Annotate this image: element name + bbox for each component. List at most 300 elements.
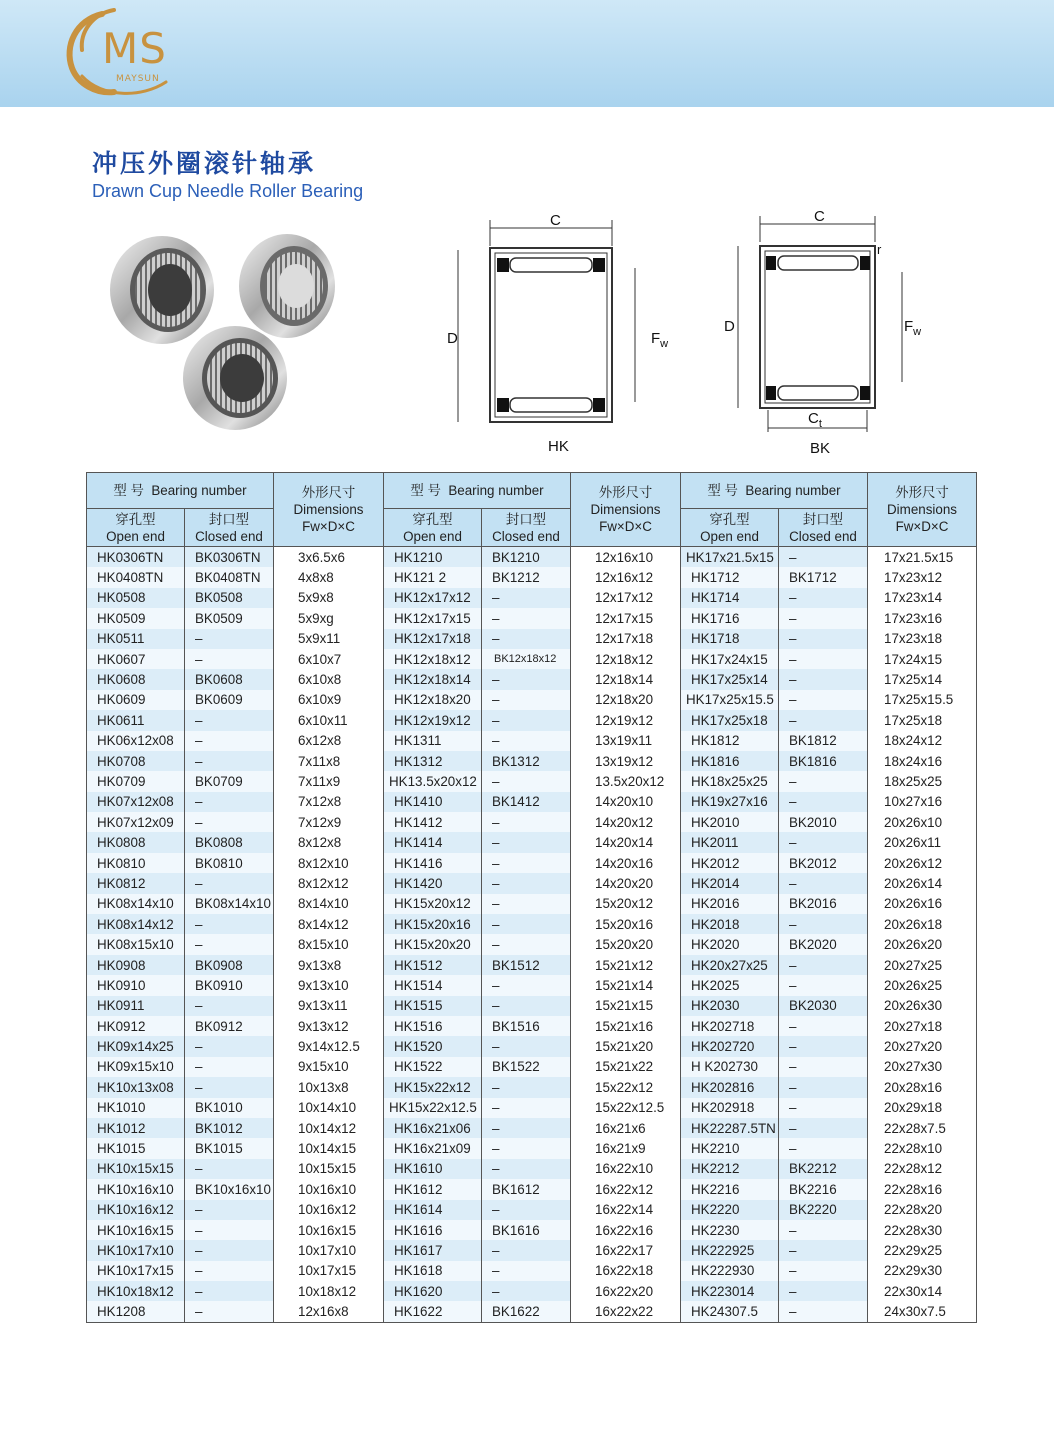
closed-end-cell: – (482, 934, 571, 954)
open-end-cell: HK12x17x15 (384, 608, 482, 628)
dimensions-cell: 20x27x20 (868, 1036, 977, 1056)
table-row (87, 792, 977, 812)
dimensions-cell: 6x10x11 (274, 710, 384, 730)
dimensions-cell: 17x23x16 (868, 608, 977, 628)
open-end-cell: HK08x14x10 (87, 894, 185, 914)
dimensions-cell: 20x26x30 (868, 996, 977, 1016)
open-end-cell: HK121 2 (384, 567, 482, 587)
open-end-cell: HK15x22x12.5 (384, 1098, 482, 1118)
open-end-cell: HK17x25x18 (681, 710, 779, 730)
closed-end-cell: – (779, 1098, 868, 1118)
closed-end-cell: – (185, 1261, 274, 1281)
dimensions-cell: 13x19x12 (571, 751, 681, 771)
dimensions-cell: 22x29x30 (868, 1261, 977, 1281)
table-row (87, 1016, 977, 1036)
dimensions-cell: 20x26x20 (868, 934, 977, 954)
closed-end-cell: – (779, 629, 868, 649)
open-end-cell: HK0812 (87, 873, 185, 893)
dimensions-cell: 8x12x10 (274, 853, 384, 873)
table-row (87, 1057, 977, 1077)
dimensions-cell: 8x12x8 (274, 832, 384, 852)
open-end-cell: HK2230 (681, 1220, 779, 1240)
closed-end-cell: – (482, 1200, 571, 1220)
closed-end-cell: – (482, 832, 571, 852)
closed-end-cell: BK1212 (482, 567, 571, 587)
dimensions-cell: 15x20x20 (571, 934, 681, 954)
open-end-cell: HK07x12x09 (87, 812, 185, 832)
closed-end-cell: BK2016 (779, 894, 868, 914)
table-row (87, 1179, 977, 1199)
open-end-header: 穿孔型 Open end (681, 509, 779, 547)
open-end-cell: HK1311 (384, 731, 482, 751)
dimensions-cell: 15x21x16 (571, 1016, 681, 1036)
open-end-cell: HK1716 (681, 608, 779, 628)
table-row (87, 1118, 977, 1138)
dimensions-cell: 16x22x22 (571, 1301, 681, 1322)
closed-end-cell: – (779, 1261, 868, 1281)
dimensions-cell: 22x28x16 (868, 1179, 977, 1199)
dimensions-cell: 14x20x10 (571, 792, 681, 812)
closed-end-cell: BK2212 (779, 1159, 868, 1179)
dimensions-cell: 17x23x18 (868, 629, 977, 649)
closed-end-cell: BK1622 (482, 1301, 571, 1322)
closed-end-cell: – (185, 996, 274, 1016)
dimensions-cell: 7x11x9 (274, 771, 384, 791)
dimensions-cell: 15x21x20 (571, 1036, 681, 1056)
dimensions-cell: 10x18x12 (274, 1281, 384, 1301)
dimensions-cell: 6x10x8 (274, 669, 384, 689)
open-end-cell: HK0908 (87, 955, 185, 975)
closed-end-cell: BK1412 (482, 792, 571, 812)
closed-end-cell: BK0508 (185, 588, 274, 608)
bk-d-label: D (724, 318, 735, 335)
table-row (87, 1159, 977, 1179)
closed-end-cell: – (482, 812, 571, 832)
closed-end-cell: BK0408TN (185, 567, 274, 587)
dimensions-header: 外形尺寸 Dimensions Fw×D×C (274, 473, 384, 547)
dimensions-cell: 16x21x9 (571, 1138, 681, 1158)
dimensions-cell: 7x12x9 (274, 812, 384, 832)
dimensions-cell: 7x12x8 (274, 792, 384, 812)
open-end-cell: HK222930 (681, 1261, 779, 1281)
closed-end-cell: – (185, 1057, 274, 1077)
dimensions-cell: 12x17x15 (571, 608, 681, 628)
table-body (87, 547, 977, 1323)
open-end-cell: HK2025 (681, 975, 779, 995)
dimensions-cell: 22x28x7.5 (868, 1118, 977, 1138)
closed-end-cell: – (482, 1036, 571, 1056)
closed-end-cell: – (482, 710, 571, 730)
bearing-number-header: 型 号 Bearing number (681, 473, 868, 509)
open-end-cell: HK1512 (384, 955, 482, 975)
open-end-header: 穿孔型 Open end (384, 509, 482, 547)
closed-end-cell: – (482, 1138, 571, 1158)
bearing-1 (110, 236, 214, 344)
dimensions-cell: 16x22x17 (571, 1240, 681, 1260)
open-end-cell: HK1712 (681, 567, 779, 587)
closed-end-cell: – (779, 1220, 868, 1240)
open-end-cell: HK1514 (384, 975, 482, 995)
hk-cross-section-diagram (440, 210, 680, 460)
dimensions-cell: 14x20x20 (571, 873, 681, 893)
closed-end-cell: BK1612 (482, 1179, 571, 1199)
closed-end-cell: – (779, 914, 868, 934)
dimensions-cell: 12x17x12 (571, 588, 681, 608)
closed-end-cell: – (185, 1036, 274, 1056)
closed-end-cell: BK0912 (185, 1016, 274, 1036)
dimensions-cell: 12x16x10 (571, 547, 681, 568)
closed-end-cell: – (185, 1240, 274, 1260)
closed-end-cell: – (482, 588, 571, 608)
table-row (87, 731, 977, 751)
closed-end-cell: BK1516 (482, 1016, 571, 1036)
dimensions-cell: 15x21x22 (571, 1057, 681, 1077)
bearing-2 (239, 234, 335, 338)
open-end-cell: HK20x27x25 (681, 955, 779, 975)
table-row (87, 629, 977, 649)
page-title-cn: 冲压外圈滚针轴承 (92, 149, 317, 178)
closed-end-cell: – (779, 1118, 868, 1138)
bearing-number-header: 型 号 Bearing number (87, 473, 274, 509)
dimensions-header: 外形尺寸 Dimensions Fw×D×C (868, 473, 977, 547)
dimensions-cell: 17x21.5x15 (868, 547, 977, 568)
open-end-cell: HK1812 (681, 731, 779, 751)
open-end-cell: HK2212 (681, 1159, 779, 1179)
closed-end-cell: – (482, 1281, 571, 1301)
dimensions-cell: 13x19x11 (571, 731, 681, 751)
hk-d-label: D (447, 330, 458, 347)
closed-end-cell: BK1210 (482, 547, 571, 568)
closed-end-cell: – (779, 975, 868, 995)
open-end-cell: HK1410 (384, 792, 482, 812)
dimensions-cell: 8x14x10 (274, 894, 384, 914)
closed-end-cell: – (779, 832, 868, 852)
closed-end-cell: – (779, 588, 868, 608)
dimensions-cell: 10x17x15 (274, 1261, 384, 1281)
hk-fw-label: $F_w$ (651, 330, 669, 350)
closed-end-cell: BK1522 (482, 1057, 571, 1077)
open-end-cell: HK1516 (384, 1016, 482, 1036)
open-end-cell: HK15x20x16 (384, 914, 482, 934)
dimensions-cell: 22x28x30 (868, 1220, 977, 1240)
dimensions-cell: 20x26x25 (868, 975, 977, 995)
dimensions-cell: 12x17x18 (571, 629, 681, 649)
open-end-cell: HK17x25x15.5 (681, 690, 779, 710)
open-end-cell: HK24307.5 (681, 1301, 779, 1322)
open-end-cell: HK1620 (384, 1281, 482, 1301)
dimensions-cell: 17x25x15.5 (868, 690, 977, 710)
dimensions-cell: 10x17x10 (274, 1240, 384, 1260)
closed-end-cell: – (185, 934, 274, 954)
logo-mark: MS (102, 24, 167, 73)
dimensions-cell: 4x8x8 (274, 567, 384, 587)
dimensions-cell: 20x27x18 (868, 1016, 977, 1036)
open-end-cell: HK10x13x08 (87, 1077, 185, 1097)
dimensions-cell: 16x22x16 (571, 1220, 681, 1240)
hk-c-label: C (550, 212, 561, 229)
open-end-cell: HK0408TN (87, 567, 185, 587)
dimensions-cell: 9x13x8 (274, 955, 384, 975)
open-end-cell: HK16x21x09 (384, 1138, 482, 1158)
table-row (87, 934, 977, 954)
closed-end-cell: – (779, 1077, 868, 1097)
bk-diagram-title: BK (810, 440, 831, 457)
closed-end-cell: – (779, 1240, 868, 1260)
closed-end-cell: – (779, 1281, 868, 1301)
open-end-cell: HK202720 (681, 1036, 779, 1056)
closed-end-cell: – (779, 771, 868, 791)
dimensions-cell: 10x15x15 (274, 1159, 384, 1179)
dimensions-cell: 5x9x11 (274, 629, 384, 649)
closed-end-cell: BK1812 (779, 731, 868, 751)
dimensions-cell: 22x30x14 (868, 1281, 977, 1301)
open-end-cell: HK10x17x10 (87, 1240, 185, 1260)
closed-end-cell: BK0609 (185, 690, 274, 710)
table-row (87, 1077, 977, 1097)
open-end-cell: HK2016 (681, 894, 779, 914)
open-end-cell: HK15x20x12 (384, 894, 482, 914)
closed-end-cell: BK2010 (779, 812, 868, 832)
dimensions-cell: 20x29x18 (868, 1098, 977, 1118)
bearing-spec-table (86, 472, 977, 1323)
open-end-cell: HK22287.5TN (681, 1118, 779, 1138)
open-end-cell: HK2011 (681, 832, 779, 852)
closed-end-cell: BK10x16x10 (185, 1179, 274, 1199)
open-end-cell: HK2220 (681, 1200, 779, 1220)
bk-c-label: C (814, 208, 825, 225)
open-end-cell: HK1015 (87, 1138, 185, 1158)
open-end-cell: HK15x22x12 (384, 1077, 482, 1097)
closed-end-cell: BK0910 (185, 975, 274, 995)
open-end-cell: HK08x15x10 (87, 934, 185, 954)
closed-end-cell: – (482, 690, 571, 710)
dimensions-cell: 16x22x20 (571, 1281, 681, 1301)
dimensions-cell: 9x14x12.5 (274, 1036, 384, 1056)
closed-end-cell: – (482, 629, 571, 649)
open-end-header: 穿孔型 Open end (87, 509, 185, 547)
closed-end-cell: BK0608 (185, 669, 274, 689)
open-end-cell: HK12x17x18 (384, 629, 482, 649)
dimensions-cell: 20x27x25 (868, 955, 977, 975)
dimensions-cell: 20x28x16 (868, 1077, 977, 1097)
closed-end-cell: BK0306TN (185, 547, 274, 568)
closed-end-cell: – (779, 1301, 868, 1322)
open-end-cell: HK1718 (681, 629, 779, 649)
closed-end-cell: BK1012 (185, 1118, 274, 1138)
dimensions-cell: 9x15x10 (274, 1057, 384, 1077)
open-end-cell: HK0508 (87, 588, 185, 608)
open-end-cell: HK1622 (384, 1301, 482, 1322)
dimensions-cell: 20x26x12 (868, 853, 977, 873)
open-end-cell: HK1714 (681, 588, 779, 608)
closed-end-cell: BK0808 (185, 832, 274, 852)
closed-end-cell: – (779, 710, 868, 730)
closed-end-cell: – (482, 1261, 571, 1281)
open-end-cell: HK1618 (384, 1261, 482, 1281)
closed-end-cell: – (482, 873, 571, 893)
dimensions-cell: 16x21x6 (571, 1118, 681, 1138)
closed-end-cell: BK08x14x10 (185, 894, 274, 914)
closed-end-cell: – (482, 894, 571, 914)
closed-end-cell: – (779, 955, 868, 975)
table-row (87, 955, 977, 975)
open-end-cell: HK1208 (87, 1301, 185, 1322)
dimensions-cell: 14x20x12 (571, 812, 681, 832)
dimensions-cell: 5x9x8 (274, 588, 384, 608)
closed-end-cell: BK0908 (185, 955, 274, 975)
closed-end-cell: BK2220 (779, 1200, 868, 1220)
dimensions-cell: 9x13x10 (274, 975, 384, 995)
dimensions-cell: 13.5x20x12 (571, 771, 681, 791)
page-title-en: Drawn Cup Needle Roller Bearing (92, 181, 364, 201)
dimensions-cell: 16x22x12 (571, 1179, 681, 1199)
table-row (87, 608, 977, 628)
open-end-cell: HK12x18x14 (384, 669, 482, 689)
open-end-cell: HK0607 (87, 649, 185, 669)
table-row (87, 812, 977, 832)
dimensions-cell: 15x21x12 (571, 955, 681, 975)
closed-end-cell: – (482, 1098, 571, 1118)
dimensions-cell: 16x22x14 (571, 1200, 681, 1220)
dimensions-cell: 15x20x16 (571, 914, 681, 934)
closed-end-cell: – (185, 731, 274, 751)
open-end-cell: HK12x17x12 (384, 588, 482, 608)
table-row (87, 1138, 977, 1158)
dimensions-cell: 9x13x12 (274, 1016, 384, 1036)
closed-end-cell: – (482, 1240, 571, 1260)
table-row (87, 894, 977, 914)
dimensions-cell: 8x14x12 (274, 914, 384, 934)
open-end-cell: HK223014 (681, 1281, 779, 1301)
open-end-cell: HK2030 (681, 996, 779, 1016)
table-row (87, 771, 977, 791)
closed-end-cell: – (482, 731, 571, 751)
open-end-cell: HK12x18x12 (384, 649, 482, 669)
dimensions-cell: 3x6.5x6 (274, 547, 384, 568)
open-end-cell: HK222925 (681, 1240, 779, 1260)
open-end-cell: HK10x16x10 (87, 1179, 185, 1199)
open-end-cell: HK1816 (681, 751, 779, 771)
closed-end-cell: – (185, 751, 274, 771)
dimensions-cell: 15x22x12.5 (571, 1098, 681, 1118)
closed-end-header: 封口型 Closed end (185, 509, 274, 547)
open-end-cell: HK1012 (87, 1118, 185, 1138)
closed-end-cell: – (779, 1016, 868, 1036)
dimensions-cell: 18x24x16 (868, 751, 977, 771)
table-row (87, 690, 977, 710)
open-end-cell: HK1610 (384, 1159, 482, 1179)
closed-end-cell: – (185, 1301, 274, 1322)
table-row (87, 1200, 977, 1220)
closed-end-cell: – (482, 608, 571, 628)
open-end-cell: HK17x24x15 (681, 649, 779, 669)
closed-end-cell: BK2030 (779, 996, 868, 1016)
open-end-cell: HK2014 (681, 873, 779, 893)
open-end-cell: HK17x25x14 (681, 669, 779, 689)
dimensions-cell: 10x16x10 (274, 1179, 384, 1199)
open-end-cell: HK1414 (384, 832, 482, 852)
closed-end-cell: BK0709 (185, 771, 274, 791)
dimensions-cell: 12x18x20 (571, 690, 681, 710)
closed-end-cell: – (482, 1077, 571, 1097)
table-row (87, 1301, 977, 1322)
closed-end-header: 封口型 Closed end (482, 509, 571, 547)
open-end-cell: HK2210 (681, 1138, 779, 1158)
open-end-cell: HK1520 (384, 1036, 482, 1056)
open-end-cell: HK1420 (384, 873, 482, 893)
dimensions-cell: 24x30x7.5 (868, 1301, 977, 1322)
open-end-cell: HK1210 (384, 547, 482, 568)
dimensions-cell: 18x25x25 (868, 771, 977, 791)
closed-end-cell: – (779, 1036, 868, 1056)
table-row (87, 547, 977, 568)
open-end-cell: HK16x21x06 (384, 1118, 482, 1138)
open-end-cell: HK1515 (384, 996, 482, 1016)
table-row (87, 649, 977, 669)
open-end-cell: HK2012 (681, 853, 779, 873)
open-end-cell: HK0306TN (87, 547, 185, 568)
open-end-cell: HK08x14x12 (87, 914, 185, 934)
closed-end-cell: – (779, 1138, 868, 1158)
dimensions-cell: 22x28x20 (868, 1200, 977, 1220)
maysun-logo (62, 6, 182, 102)
open-end-cell: HK10x18x12 (87, 1281, 185, 1301)
closed-end-cell: BK1816 (779, 751, 868, 771)
table-row (87, 1220, 977, 1240)
dimensions-cell: 17x25x14 (868, 669, 977, 689)
dimensions-header: 外形尺寸 Dimensions Fw×D×C (571, 473, 681, 547)
dimensions-cell: 12x16x12 (571, 567, 681, 587)
dimensions-cell: 16x22x10 (571, 1159, 681, 1179)
open-end-cell: HK10x16x15 (87, 1220, 185, 1240)
closed-end-cell: – (185, 1220, 274, 1240)
dimensions-cell: 17x23x14 (868, 588, 977, 608)
closed-end-cell: – (779, 690, 868, 710)
closed-end-cell: – (482, 975, 571, 995)
dimensions-cell: 16x22x18 (571, 1261, 681, 1281)
bearing-photo (100, 228, 360, 438)
closed-end-cell: – (482, 669, 571, 689)
table-row (87, 996, 977, 1016)
open-end-cell: HK202918 (681, 1098, 779, 1118)
closed-end-cell: – (185, 629, 274, 649)
header-banner (0, 0, 1054, 107)
dimensions-cell: 5x9xg (274, 608, 384, 628)
closed-end-cell: BK1010 (185, 1098, 274, 1118)
table-row (87, 567, 977, 587)
table-row (87, 1240, 977, 1260)
closed-end-cell: – (779, 792, 868, 812)
open-end-cell: HK2216 (681, 1179, 779, 1199)
closed-end-cell: BK1512 (482, 955, 571, 975)
dimensions-cell: 20x26x18 (868, 914, 977, 934)
dimensions-cell: 8x15x10 (274, 934, 384, 954)
dimensions-cell: 14x20x14 (571, 832, 681, 852)
open-end-cell: HK07x12x08 (87, 792, 185, 812)
bk-fw-label: $F_w$ (904, 318, 922, 338)
dimensions-cell: 10x14x10 (274, 1098, 384, 1118)
open-end-cell: HK1312 (384, 751, 482, 771)
dimensions-cell: 17x23x12 (868, 567, 977, 587)
closed-end-cell: – (185, 1200, 274, 1220)
dimensions-cell: 15x21x15 (571, 996, 681, 1016)
table-row (87, 1098, 977, 1118)
open-end-cell: HK2010 (681, 812, 779, 832)
open-end-cell: HK0609 (87, 690, 185, 710)
open-end-cell: HK0808 (87, 832, 185, 852)
dimensions-cell: 20x27x30 (868, 1057, 977, 1077)
dimensions-cell: 10x13x8 (274, 1077, 384, 1097)
